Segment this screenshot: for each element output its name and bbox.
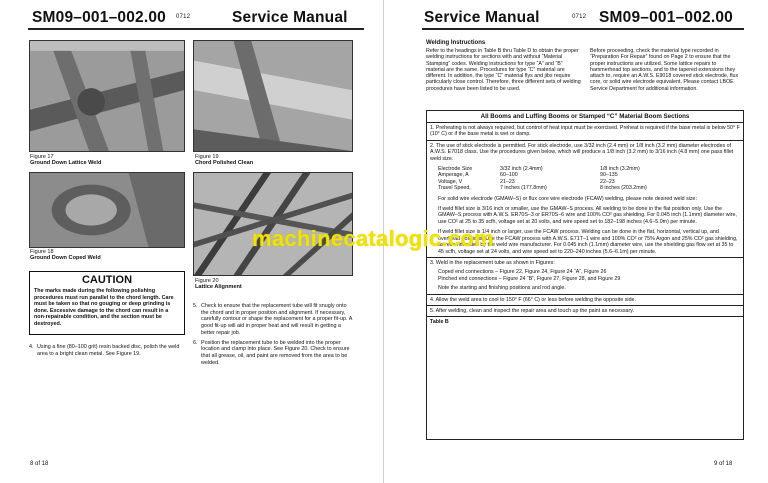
- page-title-right: Service Manual: [424, 9, 540, 26]
- table-row-4: 4. Allow the weld area to cool to 150° F (66° C) or less before welding the opposite side.: [427, 295, 743, 306]
- page-title: Service Manual: [232, 9, 348, 26]
- table-row-1: 1. Preheating is not always required, but control of heat input must be exercised. Preheat is required if the base metal is below 50° F (10° C) or if the base metal is wet or damp.: [427, 123, 743, 141]
- watermark: machinecatalogic.com: [252, 226, 494, 251]
- figure-19-caption: Figure 19 Chord Polished Clean: [195, 154, 254, 167]
- steps-column-1: [29, 344, 183, 360]
- date-code: 0712: [176, 14, 191, 20]
- welding-table-b: [426, 110, 744, 440]
- doc-number: SM09–001–002.00: [32, 9, 167, 26]
- figure-19-photo: [193, 40, 353, 152]
- date-code-right: 0712: [572, 14, 587, 20]
- table-label: Table B: [430, 319, 449, 326]
- page-number-right: 9 of 18: [714, 461, 733, 467]
- table-heading: All Booms and Luffing Booms or Stamped “C” Material Boom Sections: [427, 111, 743, 123]
- figure-20-photo: [193, 172, 353, 276]
- table-row-5: 5. After welding, clean and inspect the repair area and touch up the paint as necessary.: [427, 306, 743, 317]
- figure-17-photo: [29, 40, 185, 152]
- table-row-3: 3. Weld in the replacement tube as shown in Figures: Coped end connections – Figure 22, Figure 24, Figure 24 “A”, Figure 26 Pinched end connections – Figure 24 “B”, Figure 27, Figure 28, and Figure 29 Note the starting and finishing positions and rod angle.: [427, 258, 743, 295]
- intro-left: Refer to the headings in Table B thru Table D to obtain the proper welding instructions for sections with and without “Material Stamping” codes. Welding instructions for type “A” and “B” material are the same. Procedures for type “C” material are different. In addition, the type “C” material flys and jibs require particularly close control. Therefore, three different sets of welding procedures have been listed to be used.: [426, 48, 581, 92]
- step-6: 6. Position the replacement tube to be welded into the proper location and clamp into place. See Figure 20. Check to ensure that all grease, oil, and paint are removed from the area to be welded.: [193, 339, 350, 366]
- caution-box: [29, 271, 185, 335]
- table-row-2: 2. The use of stick electrode is permitted. For stick electrode, use 3/32 inch (2.4 mm) or 1/8 inch (3.2 mm) diameter electrodes of A.W.S. E7018 class. Use the procedures given below, which will produce a 1/8 inch (3.2 mm) to 3/16 inch (4.8 mm) one pass fillet weld size. Electrode Size 3/32 inch (2.4mm) 1/8 inch (3.2mm) Amperage, A 60–100 90–135 Voltage, V 21–23 22–23 Travel Speed, 7 inches (177.8mm) 8 inches (203.2mm) For solid wire electrode (GMAW–S) or flux core wire electrode (FCAW) welding, please note desired weld size: If weld fillet size is 3/16 inch or smaller, use the GMAW–S process. All welding to be done in the flat position only. Use the GMAW–S process with A.W.S. ER70S–3 or ER70S–6 wire and 100% CO² gas shielding. For 0.045 inch (1.1mm) diameter wire, use CO² at 25 to 35 scfh, voltage set at 20 volts, and wire speed set to 182–198 inches (4.6–5.0m) per minute. If weld fillet size is 1/4 inch or larger, use the FCAW process. Welding can be done in the flat, horizontal, vertical up, and overhead positions. Use the FCAW process with A.W.S. E71T–1 wire and 100% CO² or 75% Argon and 25% CO² gas shielding, as recommended by the weld wire manufacturer. For 0.045 inch (1.1mm) diameter wire, use the shielding gas flow set at 35 to 45 scfh, voltage set at 24 volts, and wire speed set to 220–240 inches (5.6–6.1m) per minute.: [427, 141, 743, 258]
- figure-20-caption: Figure 20 Lattice Alignment: [195, 278, 242, 291]
- figure-18-caption: Figure 18 Ground Down Coped Weld: [30, 249, 101, 262]
- caution-text: The marks made during the following polishing procedures must run parallel to the chord length. Care must be taken so that no gouging or deep grinding is done. Excessive damage to the chord can result in a non-repairable condition, and the section must be destroyed.: [34, 288, 174, 327]
- figure-18-photo: [29, 172, 185, 248]
- section-title: Welding Instructions: [426, 40, 486, 46]
- header-rule: [28, 28, 364, 30]
- param-row: Electrode Size 3/32 inch (2.4mm) 1/8 inch (3.2mm) Amperage, A 60–100 90–135 Voltage, V 21–23 22–23 Travel Speed, 7 inches (177.8mm) 8 inches (203.2mm): [438, 166, 647, 192]
- intro-right: Before proceeding, check the material type recorded in “Preparation For Repair” found on Page 2 to ensure that the proper instructions are utilized. Some lattice repairs to hammerhead top sections, and to the tapered extensions they attach to, require an A.W.S. E9018 covered stick electrode, flux core, or solid wire electrode equivalent. Please contact LBOE Service Department for additional information.: [590, 48, 739, 92]
- doc-number-right: SM09–001–002.00: [599, 9, 734, 26]
- header-rule-right: [422, 28, 744, 30]
- figure-17-caption: Figure 17 Ground Down Lattice Weld: [30, 154, 102, 167]
- page-number-left: 8 of 18: [30, 461, 49, 467]
- step-5: 5. Check to ensure that the replacement tube will fit snugly onto the chord and in proper position and alignment. If necessary, carefully contour or shape the replacement for a proper fit-up. A good fit-up will aid in proper heat and will result in getting a better repair job.: [193, 303, 353, 336]
- caution-title: CAUTION: [81, 274, 133, 286]
- step-4: 4. Using a fine (80–100 grit) resin backed disc, polish the weld area to a bright clean metal. See Figure 19.: [29, 344, 180, 357]
- steps-column-2: [193, 303, 353, 369]
